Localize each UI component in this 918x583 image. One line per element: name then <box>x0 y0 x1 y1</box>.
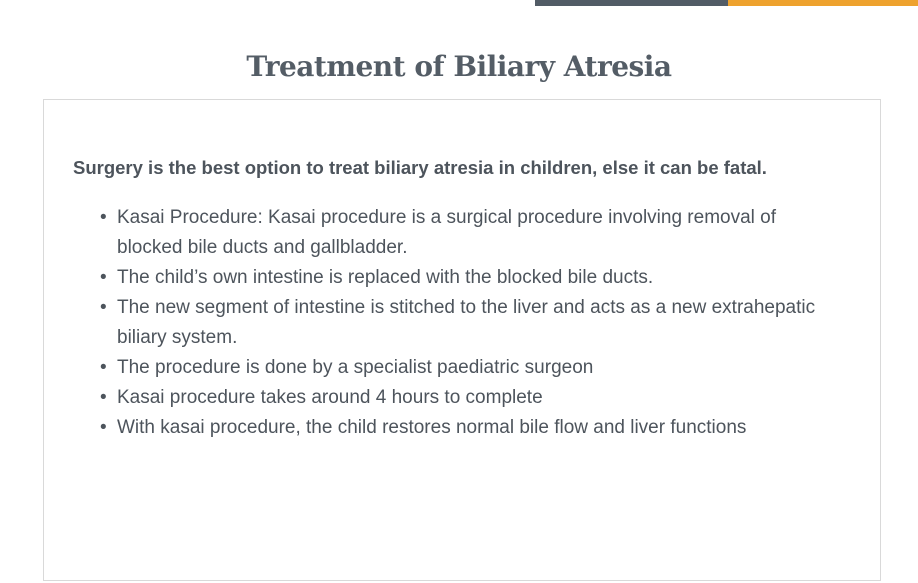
list-item-text: Kasai Procedure: Kasai procedure is a surgical procedure involving removal of blocked bile ducts and gallbladder. <box>117 207 777 258</box>
list-item-text: The procedure is done by a specialist paediatric surgeon <box>117 357 594 378</box>
bullet-icon: • <box>100 357 107 378</box>
list-item-text: With kasai procedure, the child restores normal bile flow and liver functions <box>117 417 747 438</box>
bullet-list <box>100 203 830 443</box>
lead-text: Surgery is the best option to treat biliary atresia in children, else it can be fatal. <box>73 157 767 178</box>
accent-bar-orange <box>728 0 918 6</box>
bullet-icon: • <box>100 267 107 288</box>
list-item-text: Kasai procedure takes around 4 hours to complete <box>117 387 543 408</box>
bullet-icon: • <box>100 387 107 408</box>
bullet-icon: • <box>100 417 107 438</box>
list-item <box>100 353 830 383</box>
list-item <box>100 203 830 263</box>
list-item-text: The child’s own intestine is replaced with the blocked bile ducts. <box>117 267 654 288</box>
accent-bar-dark <box>535 0 728 6</box>
list-item <box>100 263 830 293</box>
list-item <box>100 293 830 353</box>
bullet-icon: • <box>100 297 107 318</box>
list-item <box>100 383 830 413</box>
list-item-text: The new segment of intestine is stitched to the liver and acts as a new extrahepatic biliary system. <box>117 297 816 348</box>
list-item <box>100 413 830 443</box>
slide-title: Treatment of Biliary Atresia <box>246 50 672 83</box>
bullet-icon: • <box>100 207 107 228</box>
